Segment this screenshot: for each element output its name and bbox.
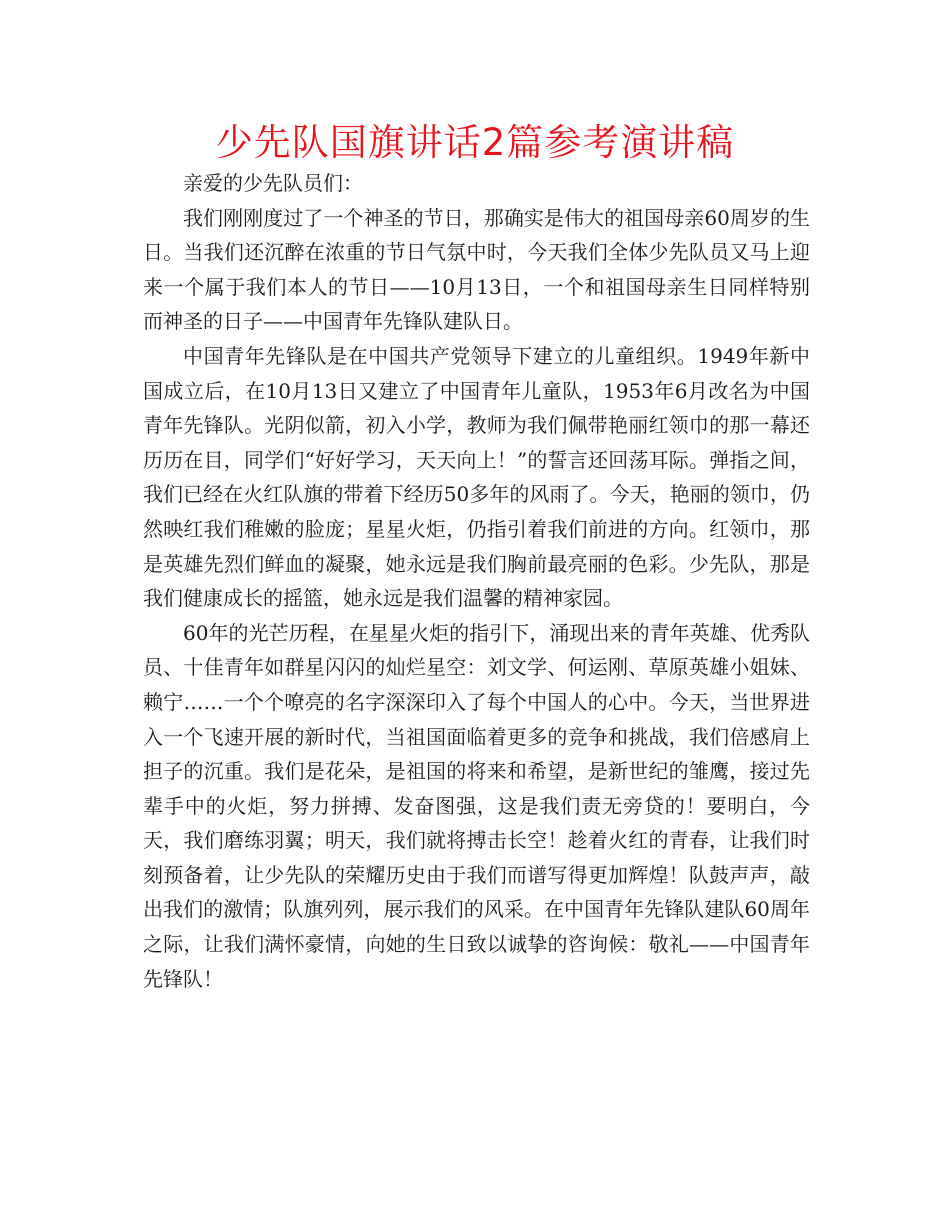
document-title: 少先队国旗讲话2篇参考演讲稿 <box>215 121 735 164</box>
paragraph-2: 中国青年先锋队是在中国共产党领导下建立的儿童组织。1949年新中国成立后，在10月13日又建立了中国青年儿童队，1953年6月改名为中国青年先锋队。光阴似箭，初入小学，教师为我们佩带艳丽红领巾的那一幕还历历在目，同学们“好好学习，天天向上！”的誓言还回荡耳际。弹指之间，我们已经在火红队旗的带着下经历50多年的风雨了。今天，艳丽的领巾，仍然映红我们稚嫩的脸庞；星星火炬，仍指引着我们前进的方向。红领巾，那是英雄先烈们鲜血的凝聚，她永远是我们胸前最亮丽的色彩。少先队，那是我们健康成长的摇篮，她永远是我们温馨的精神家园。 <box>143 343 810 611</box>
paragraph-3: 60年的光芒历程，在星星火炬的指引下，涌现出来的青年英雄、优秀队员、十佳青年如群星闪闪的灿烂星空：刘文学、何运刚、草原英雄小姐妹、赖宁……一个个嘹亮的名字深深印入了每个中国人的心中。今天，当世界进入一个飞速开展的新时代，当祖国面临着更多的竞争和挑战，我们倍感肩上担子的沉重。我们是花朵，是祖国的将来和希望，是新世纪的雏鹰，接过先辈手中的火炬，努力拼搏、发奋图强，这是我们责无旁贷的！要明白，今天，我们磨练羽翼；明天，我们就将搏击长空！趁着火红的青春，让我们时刻预备着，让少先队的荣耀历史由于我们而谱写得更加辉煌！队鼓声声，敲出我们的激情；队旗列列，展示我们的风采。在中国青年先锋队建队60周年之际，让我们满怀豪情，向她的生日致以诚挚的咨询候：敬礼——中国青年先锋队！ <box>143 620 810 991</box>
document-body <box>143 166 810 996</box>
paragraph-1: 我们刚刚度过了一个神圣的节日，那确实是伟大的祖国母亲60周岁的生日。当我们还沉醉在浓重的节日气氛中时，今天我们全体少先队员又马上迎来一个属于我们本人的节日——10月13日，一个和祖国母亲生日同样特别而神圣的日子——中国青年先锋队建队日。 <box>143 205 810 334</box>
greeting-line: 亲爱的少先队员们： <box>183 171 363 195</box>
